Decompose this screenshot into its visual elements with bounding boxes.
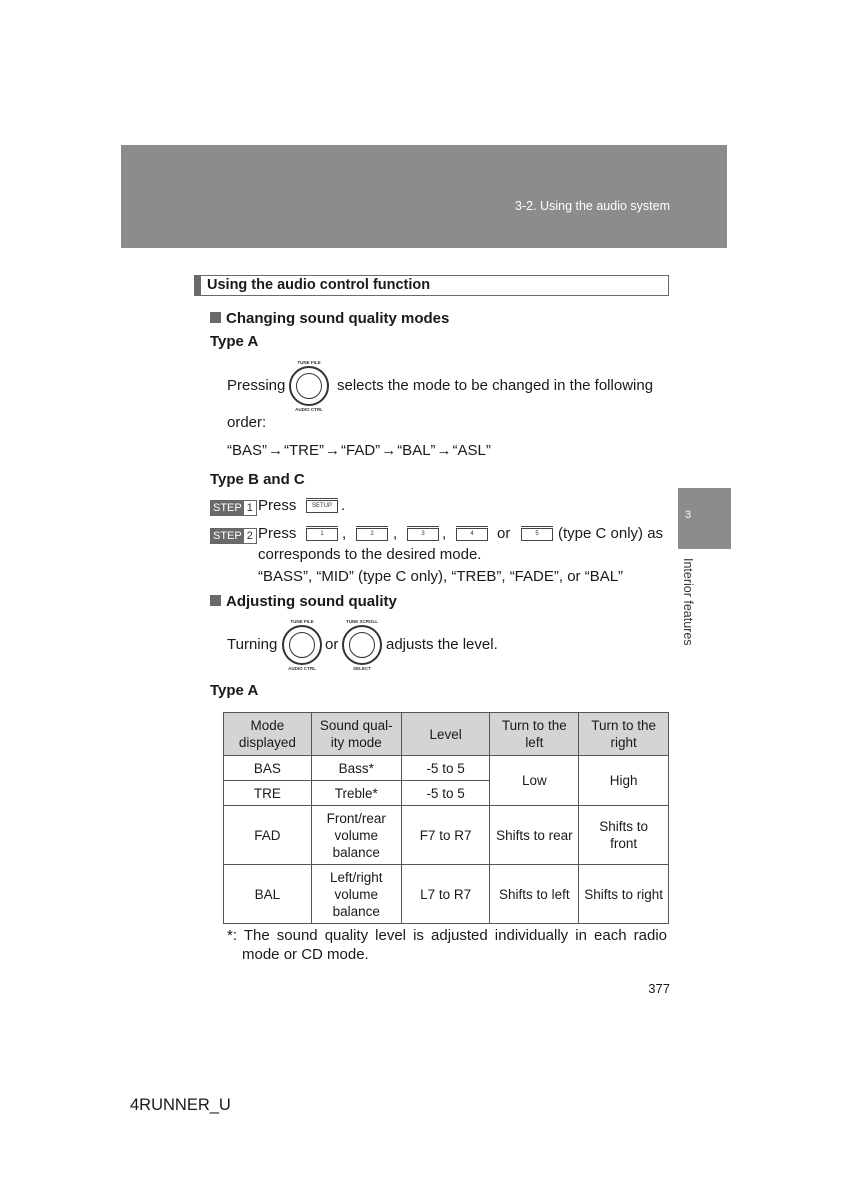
cell-quality: Front/rear volume balance [311,806,401,865]
cell-quality: Treble* [311,781,401,806]
step-word: STEP [213,502,242,514]
audio-knob-icon [289,360,329,412]
preset-button-2-icon [356,528,388,541]
step2-badge [210,526,257,544]
header-right: Turn to the right [579,713,669,756]
arrow-right-icon: → [325,442,341,459]
order-item: “FAD” [341,442,381,459]
button-label: 4 [470,531,474,537]
knob-top-label: TUNE FILE [290,619,314,624]
cell-level: -5 to 5 [401,781,490,806]
type-bc-label: Type B and C [210,471,305,488]
header-left: Turn to the left [490,713,579,756]
title-accent-bar [195,276,201,295]
step-number: 2 [244,529,256,543]
cell-left: Shifts to left [490,865,579,924]
subheading-text: Changing sound quality modes [226,310,450,327]
subheading-sound-modes [210,310,449,327]
comma: , [442,525,447,542]
adjusts-text: adjusts the level. [386,636,498,653]
setup-button-icon [306,500,338,513]
cell-level: -5 to 5 [401,756,490,781]
button-label: 1 [320,531,324,537]
footnote-line1: *: The sound quality level is adjusted individually in each radio [227,927,667,944]
chapter-label: Interior features [681,558,695,646]
arrow-right-icon: → [268,442,284,459]
page-number: 377 [648,981,670,996]
order-item: “ASL” [452,442,491,459]
type-a-label: Type A [210,333,259,350]
preset-button-4-icon [456,528,488,541]
header-band [121,145,727,248]
arrow-right-icon: → [436,442,452,459]
sound-quality-table [223,712,669,924]
cell-mode: TRE [224,781,312,806]
preset-button-1-icon [306,528,338,541]
section-label: 3-2. Using the audio system [515,199,670,213]
knob-top-label: TUNE FILE [297,360,321,365]
knob-top-label: TUNE SCROLL [346,619,378,624]
cell-left-merged: Low [490,756,579,806]
header-mode: Mode displayed [224,713,312,756]
step1-text: Press [258,497,297,514]
order-item: “BAL” [397,442,436,459]
table-header-row [224,713,669,756]
cell-quality: Left/right volume balance [311,865,401,924]
comma: , [393,525,398,542]
pressing-rest: selects the mode to be changed in the following [337,377,654,394]
square-bullet-icon [210,312,221,323]
knob-dial [282,625,322,665]
knob-bottom-label: AUDIO CTRL [288,666,316,671]
knob-dial [342,625,382,665]
knob-bottom-label: SELECT [353,666,371,671]
button-label: 5 [535,531,539,537]
tune-file-knob-icon [282,619,322,671]
pressing-word: Pressing [227,377,286,394]
comma: , [342,525,347,542]
step-number: 1 [244,501,256,515]
table-row [224,756,669,781]
step2-text: Press [258,525,297,542]
turning-word: Turning [227,636,278,653]
model-code: 4RUNNER_U [130,1096,231,1114]
table-row [224,806,669,865]
order-item: “BAS” [227,442,268,459]
square-bullet-icon [210,595,221,606]
cell-mode: BAL [224,865,312,924]
type-a-label-2: Type A [210,682,259,699]
subheading-adjust [210,593,397,610]
cell-mode: FAD [224,806,312,865]
step2-line2: corresponds to the desired mode. [258,546,482,563]
cell-mode: BAS [224,756,312,781]
cell-level: F7 to R7 [401,806,490,865]
preset-button-5-icon [521,528,553,541]
or-word: or [325,636,339,653]
cell-level: L7 to R7 [401,865,490,924]
cell-left: Shifts to rear [490,806,579,865]
preset-button-3-icon [407,528,439,541]
section-title-box [194,275,669,296]
knob-dial [289,366,329,406]
subheading-text: Adjusting sound quality [226,593,397,610]
arrow-right-icon: → [381,442,397,459]
knob-bottom-label: AUDIO CTRL [295,407,323,412]
footnote-line2: mode or CD mode. [242,946,369,963]
mode-order-sequence [227,442,491,459]
button-label: 3 [421,531,425,537]
cell-right-merged: High [579,756,669,806]
step-word: STEP [213,530,242,542]
order-item: “TRE” [284,442,325,459]
step1-badge [210,498,257,516]
header-level: Level [401,713,490,756]
step1-end: . [341,497,346,514]
chapter-tab [678,488,731,549]
step2-rest: (type C only) as [558,525,664,542]
tune-scroll-knob-icon [342,619,382,671]
cell-right: Shifts to front [579,806,669,865]
cell-right: Shifts to right [579,865,669,924]
header-sound-quality: Sound qual- ity mode [311,713,401,756]
table-row [224,865,669,924]
section-title: Using the audio control function [207,277,431,293]
chapter-number: 3 [684,509,692,521]
or-word: or [497,525,511,542]
button-label: 2 [370,531,374,537]
setup-button-label: SETUP [311,503,332,509]
step2-mode-list: “BASS”, “MID” (type C only), “TREB”, “FADE”, or “BAL” [258,568,624,585]
cell-quality: Bass* [311,756,401,781]
order-word: order: [227,414,267,431]
